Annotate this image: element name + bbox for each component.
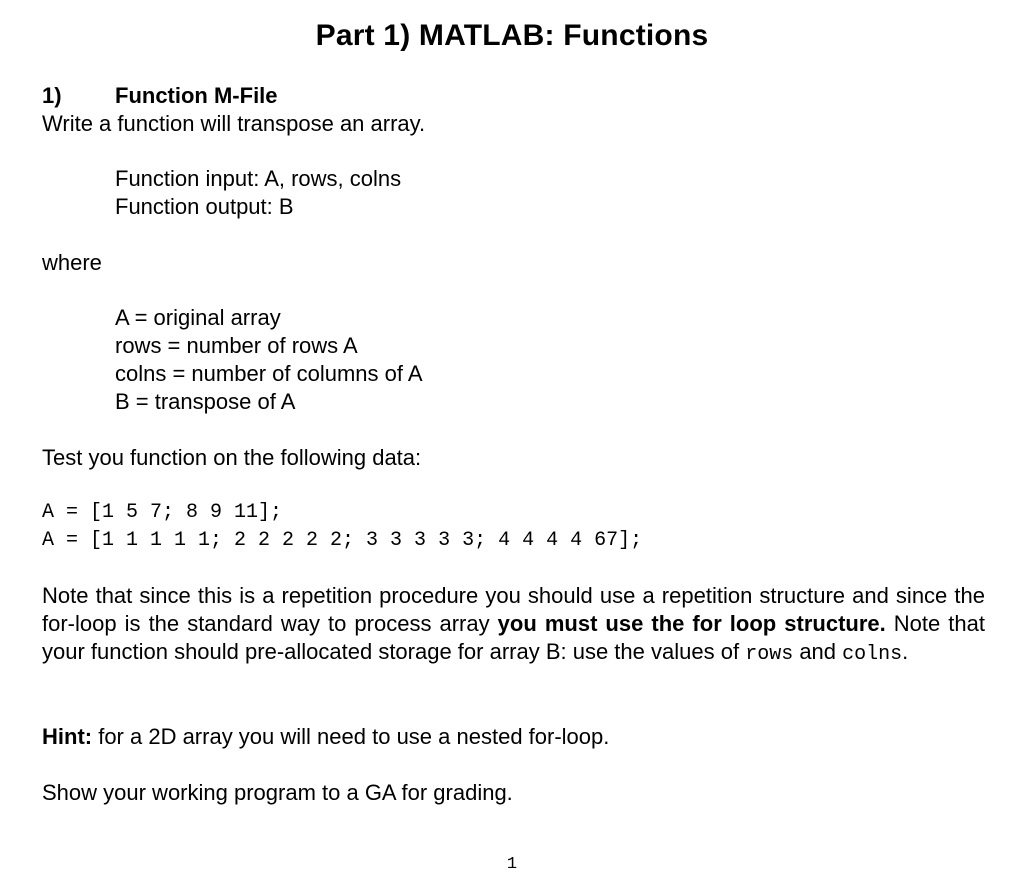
- note-paragraph: [42, 582, 985, 669]
- note-text-4: .: [902, 639, 909, 664]
- code-line-1: A = [1 5 7; 8 9 11];: [42, 501, 283, 524]
- section-intro: Write a function will transpose an array.: [42, 111, 426, 136]
- where-label: where: [42, 250, 102, 275]
- closing-line: Show your working program to a GA for grading.: [42, 780, 513, 805]
- page-title: Part 1) MATLAB: Functions: [315, 19, 709, 52]
- section-number: 1): [42, 83, 62, 108]
- definition-rows: rows = number of rows A: [115, 333, 358, 358]
- hint-text: for a 2D array you will need to use a nested for-loop.: [92, 724, 610, 749]
- hint-label: Hint:: [42, 724, 93, 749]
- note-text-1: Note that since this is a repetition procedure you should use a repetition structure and since the for-loop is the standard way to process array: [42, 583, 985, 636]
- code-rows: rows: [745, 643, 794, 666]
- function-output-line: Function output: B: [115, 194, 294, 219]
- note-text-2: Note that your function should pre-allocated storage for array B: use the values of: [42, 611, 986, 664]
- section-heading: Function M-File: [115, 83, 278, 108]
- function-input-line: Function input: A, rows, colns: [115, 166, 402, 191]
- code-line-2: A = [1 1 1 1 1; 2 2 2 2 2; 3 3 3 3 3; 4 4 4 4 67];: [42, 529, 643, 552]
- hint-line: [42, 723, 609, 751]
- test-intro: Test you function on the following data:: [42, 445, 422, 470]
- definition-a: A = original array: [115, 305, 281, 330]
- code-colns: colns: [842, 643, 903, 666]
- definition-colns: colns = number of columns of A: [115, 361, 423, 386]
- note-emphasis: you must use the for loop structure.: [497, 611, 886, 636]
- note-text-3: and: [793, 639, 843, 664]
- definition-b: B = transpose of A: [115, 389, 296, 414]
- page-number: 1: [506, 855, 518, 874]
